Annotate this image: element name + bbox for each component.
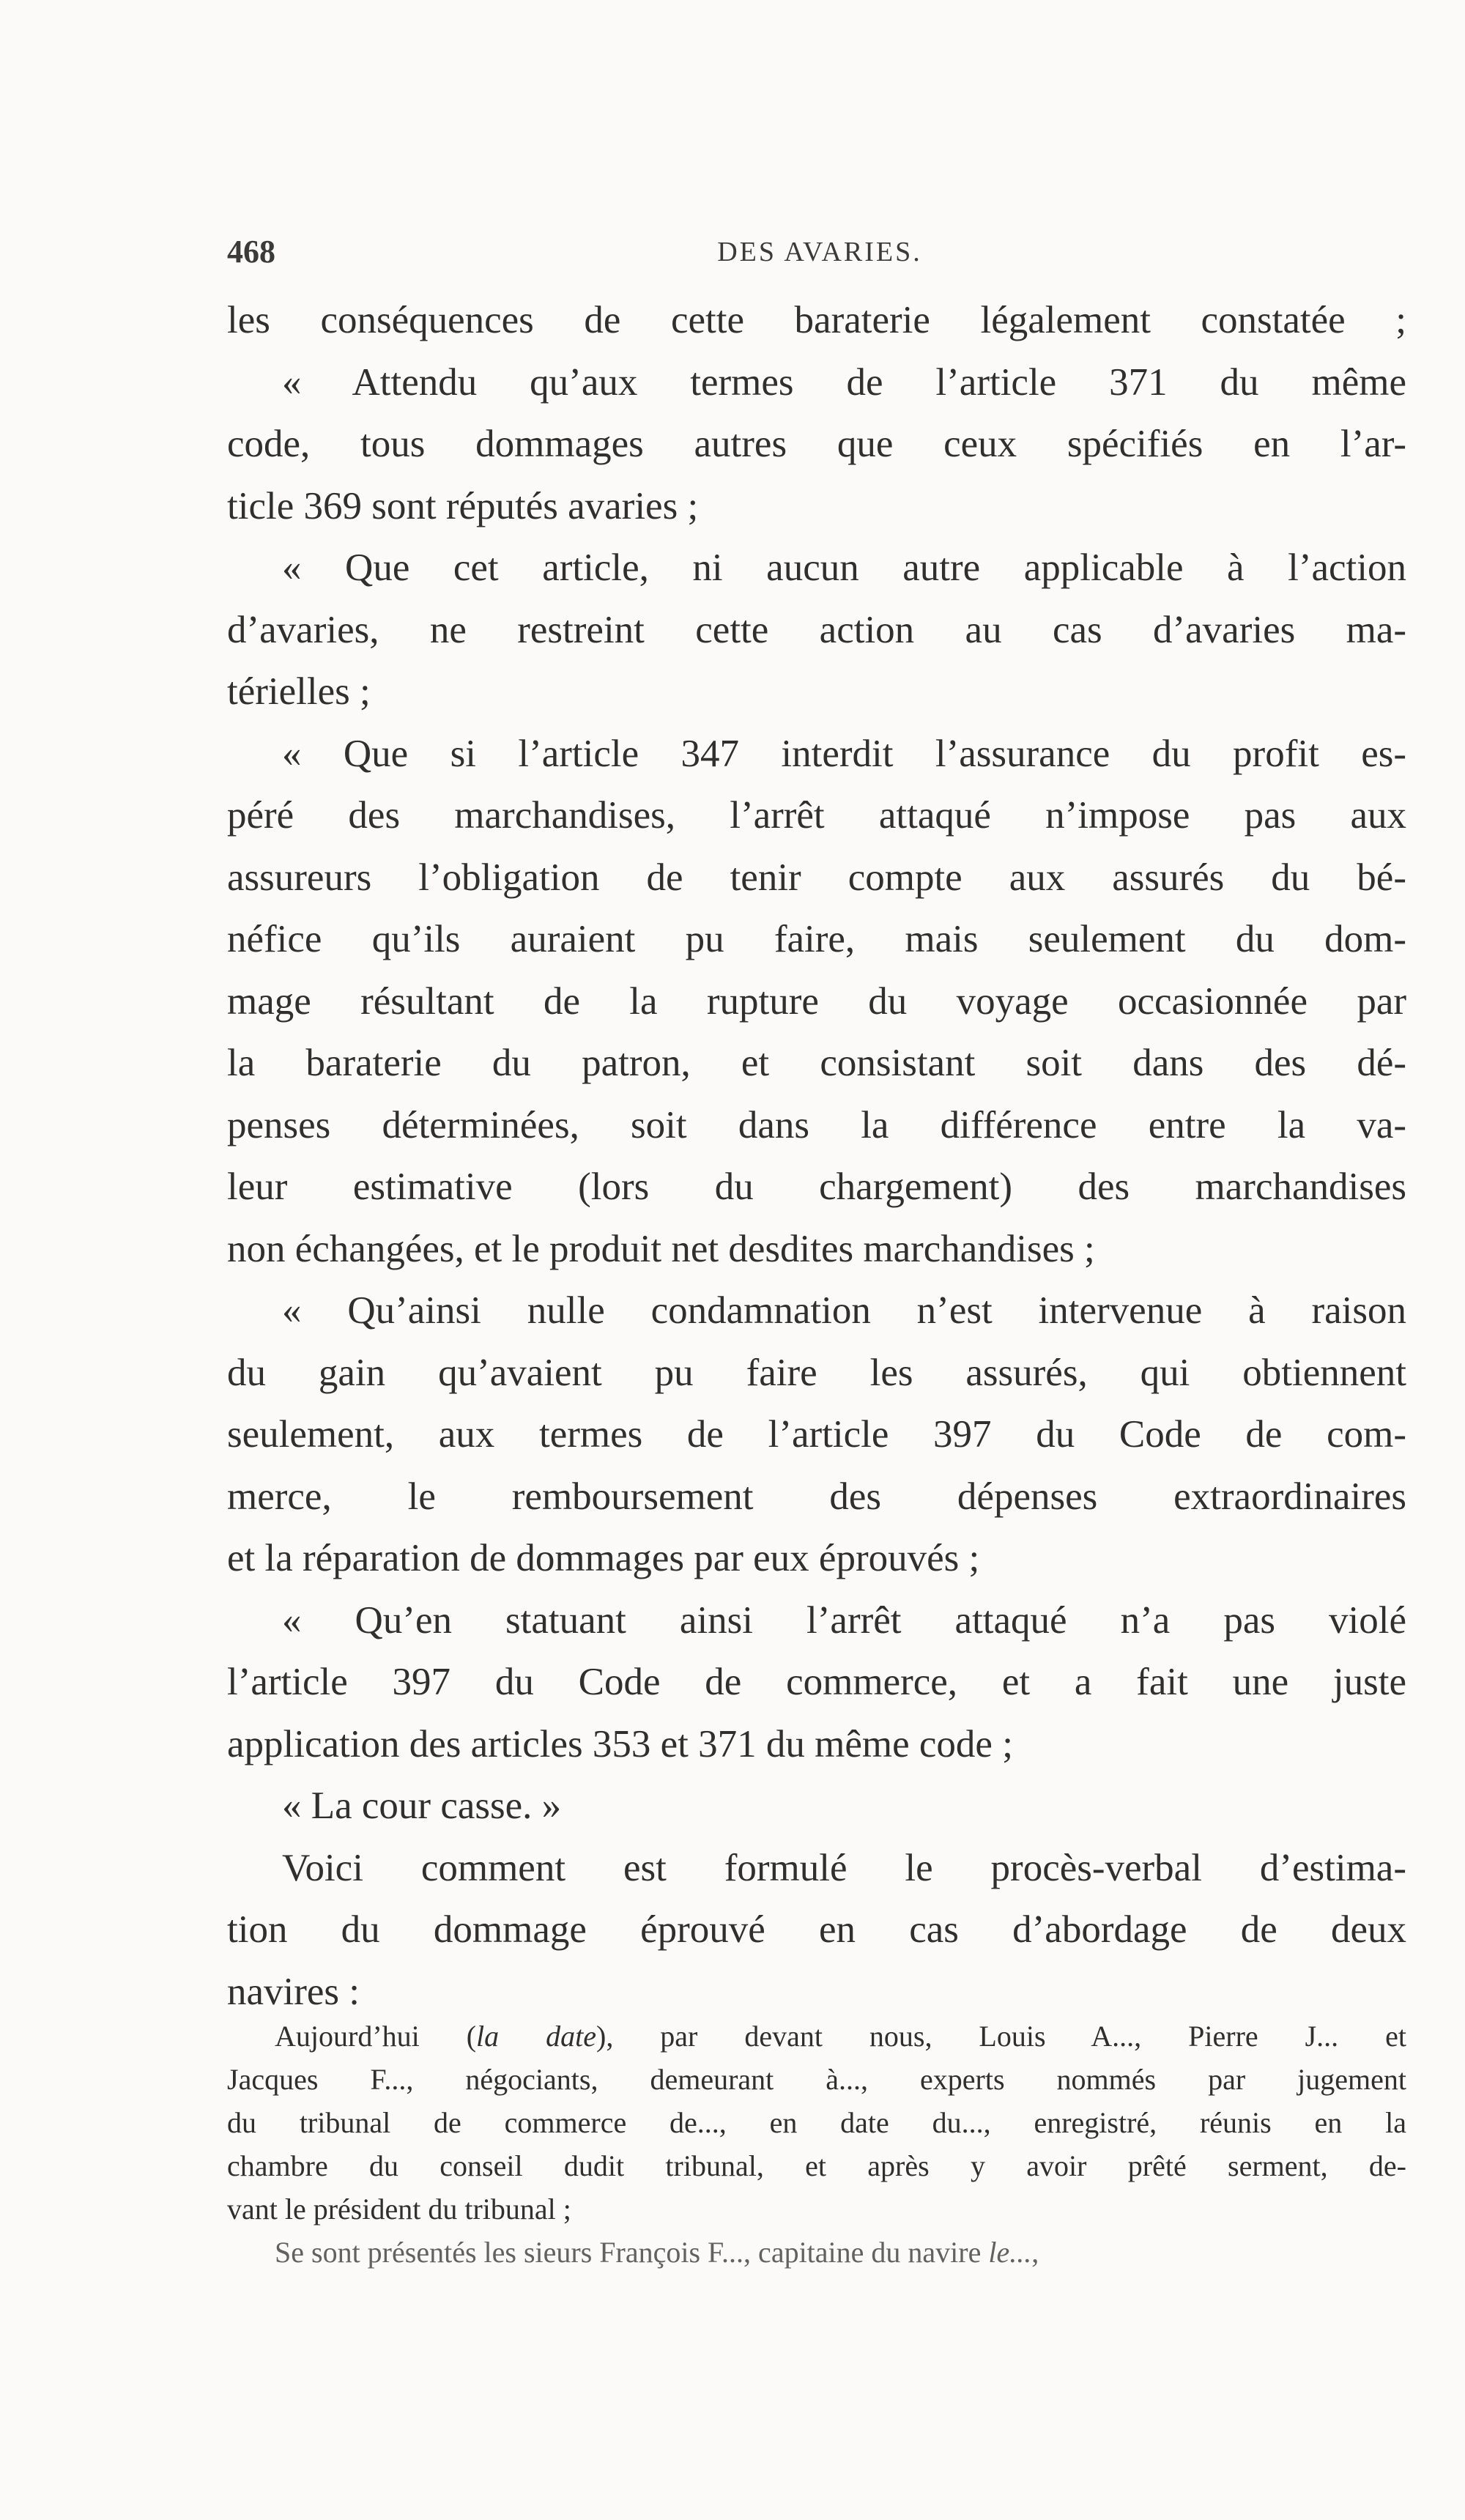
- text-line: térielles ;: [227, 670, 371, 713]
- formula-line: [227, 2231, 1406, 2274]
- text-line: merce, le remboursement des dépenses extraordinaires: [227, 1475, 1406, 1518]
- text-line: non échangées, et le produit net desdites marchandises ;: [227, 1227, 1095, 1270]
- text-line: leur estimative (lors du chargement) des marchandises: [227, 1166, 1406, 1208]
- text-line: penses déterminées, soit dans la différence entre la va-: [227, 1103, 1406, 1146]
- text-line: « Attendu qu’aux termes de l’article 371 du même: [282, 360, 1406, 404]
- text-line: assureurs l’obligation de tenir compte aux assurés du bé-: [227, 856, 1406, 899]
- formula-line-part: Se sont présentés les sieurs François F..., capitaine du navire: [275, 2236, 989, 2269]
- text-line: application des articles 353 et 371 du même code ;: [227, 1722, 1013, 1765]
- text-line: code, tous dommages autres que ceux spécifiés en l’ar-: [227, 423, 1406, 465]
- formula-line-part: Aujourd’hui (: [275, 2020, 477, 2053]
- text-line: l’article 397 du Code de commerce, et a fait une juste: [227, 1661, 1406, 1703]
- formula-italic: le...: [988, 2236, 1032, 2269]
- text-line: la baraterie du patron, et consistant soit dans des dé-: [227, 1042, 1406, 1084]
- formula-text: [227, 2015, 1406, 2274]
- text-line: « Que cet article, ni aucun autre applicable à l’action: [282, 546, 1406, 589]
- text-line: « Qu’ainsi nulle condamnation n’est intervenue à raison: [282, 1289, 1406, 1332]
- text-line: navires :: [227, 1970, 360, 2013]
- text-line: et la réparation de dommages par eux éprouvés ;: [227, 1537, 980, 1579]
- text-line: tion du dommage éprouvé en cas d’abordage de deux: [227, 1908, 1406, 1951]
- text-line: ticle 369 sont réputés avaries ;: [227, 484, 699, 527]
- formula-line: du tribunal de commerce de..., en date du..., enregistré, réunis en la: [227, 2106, 1406, 2139]
- text-line: seulement, aux termes de l’article 397 du Code de com-: [227, 1413, 1406, 1456]
- page-header: [227, 233, 1412, 277]
- text-line: Voici comment est formulé le procès-verbal d’estima-: [282, 1846, 1406, 1889]
- body-text: [227, 289, 1406, 2023]
- text-line: « Qu’en statuant ainsi l’arrêt attaqué n’a pas violé: [282, 1598, 1406, 1642]
- text-line: d’avaries, ne restreint cette action au cas d’avaries ma-: [227, 608, 1406, 651]
- text-line: du gain qu’avaient pu faire les assurés, qui obtiennent: [227, 1351, 1406, 1394]
- formula-line-part: ), par devant nous, Louis A..., Pierre J... et: [596, 2020, 1407, 2053]
- text-line: « Que si l’article 347 interdit l’assurance du profit es-: [282, 732, 1406, 775]
- text-line: péré des marchandises, l’arrêt attaqué n’impose pas aux: [227, 794, 1406, 837]
- formula-line: Jacques F..., négociants, demeurant à..., experts nommés par jugement: [227, 2063, 1406, 2096]
- running-title: DES AVARIES.: [717, 237, 922, 267]
- formula-line: chambre du conseil dudit tribunal, et après y avoir prêté serment, de-: [227, 2149, 1406, 2182]
- text-line: néfice qu’ils auraient pu faire, mais seulement du dom-: [227, 918, 1406, 960]
- formula-line-part: ,: [1031, 2236, 1039, 2269]
- formula-line: vant le président du tribunal ;: [227, 2193, 571, 2226]
- page-number: 468: [227, 234, 275, 270]
- text-line: mage résultant de la rupture du voyage occasionnée par: [227, 979, 1406, 1023]
- formula-line: [227, 2015, 1406, 2058]
- text-line: « La cour casse. »: [282, 1785, 562, 1827]
- formula-italic: la date: [476, 2020, 596, 2053]
- text-line: les conséquences de cette baraterie légalement constatée ;: [227, 299, 1406, 341]
